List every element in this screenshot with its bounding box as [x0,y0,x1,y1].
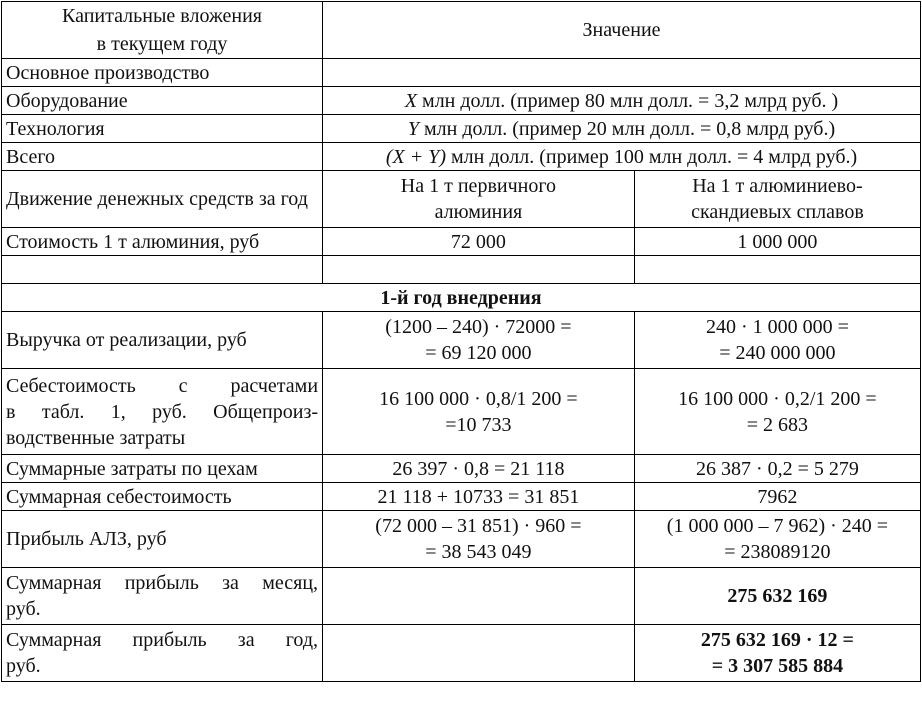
cashflow-col-alloy-line1: На 1 т алюминиево- [692,175,863,197]
formula-line: (1200 – 240) · 72000 = [385,316,572,338]
label-line: руб. [6,598,41,620]
section-title: 1-й год внедрения [2,284,921,312]
value-text: млн долл. (пример 80 млн долл. = 3,2 млрд руб. ) [417,89,839,112]
row-label: Суммарная себестоимость [2,483,323,511]
row-alloy [634,625,920,682]
label-line: Суммарная прибыль за месяц, [6,572,319,594]
cashflow-col-primary-line1: На 1 т первичного [400,175,557,197]
section-title-row [2,284,921,312]
row-label: Всего [2,143,323,171]
empty-cell [2,256,323,284]
cashflow-col-primary [323,171,635,228]
row-value [323,87,921,115]
row-alloy: 7962 [634,483,920,511]
result-line: =10 733 [445,413,512,436]
result-line: = 69 120 000 [425,342,532,364]
row-label: Оборудование [2,87,323,115]
cost-label: Стоимость 1 т алюминия, руб [2,228,323,256]
header-col-investments [2,2,323,59]
row-alloy [634,369,920,455]
value-text: млн долл. (пример 20 млн долл. = 0,8 млрд руб.) [418,117,836,140]
table-row [2,625,921,682]
table-row [2,369,921,455]
empty-cell [323,256,635,284]
variable-x: X [404,89,418,112]
row-alloy: 26 387 · 0,2 = 5 279 [634,455,920,483]
row-label: Прибыль АЛЗ, руб [2,511,323,568]
header-col-value: Значение [323,2,921,59]
table-row [2,568,921,625]
cashflow-label: Движение денежных средств за год [2,171,323,228]
row-label: Выручка от реализации, руб [2,312,323,369]
formula-line: 275 632 169 · 12 = [700,629,854,651]
row-value [323,115,921,143]
result-line: = 2 683 [746,413,809,436]
row-label [2,568,323,625]
row-primary [323,511,635,568]
header-col-investments-line2: в текущем году [96,33,228,55]
formula-line: 16 100 000 · 0,2/1 200 = [678,387,877,410]
cashflow-col-alloy-line2: скандиевых сплавов [691,201,864,223]
empty-row [2,256,921,284]
table-row [2,87,921,115]
label-line: руб. [6,655,41,677]
row-label: Технология [2,115,323,143]
row-alloy: 275 632 169 [634,568,920,625]
label-line: Себестоимость с расчетами [6,374,319,397]
value-text: млн долл. (пример 100 млн долл. = 4 млрд руб.) [446,145,858,168]
header-col-investments-line1: Капитальные вложения [62,5,262,27]
row-primary [323,625,635,682]
row-label: Основное производство [2,59,323,87]
label-line: в табл. 1, руб. Общепроиз- [6,400,319,423]
cashflow-col-primary-line2: алюминия [434,201,523,223]
row-value-empty [323,59,921,87]
formula-line: 16 100 000 · 0,8/1 200 = [379,387,578,410]
cost-row [2,228,921,256]
label-line: Суммарная прибыль за год, [6,629,319,651]
cost-primary: 72 000 [323,228,635,256]
table-row [2,483,921,511]
row-primary [323,312,635,369]
row-alloy [634,511,920,568]
row-primary [323,369,635,455]
cost-alloy: 1 000 000 [634,228,920,256]
table-row [2,143,921,171]
formula-line: 240 · 1 000 000 = [705,316,849,338]
label-line: водственные затраты [6,426,186,449]
table-row [2,455,921,483]
variable-sum: (X + Y) [385,145,446,168]
result-line: = 240 000 000 [719,342,836,364]
row-primary: 21 118 + 10733 = 31 851 [323,483,635,511]
variable-y: Y [407,117,419,140]
table-row [2,312,921,369]
formula-line: (72 000 – 31 851) · 960 = [375,515,582,537]
empty-cell [634,256,920,284]
result-line: = 38 543 049 [425,541,532,563]
row-label: Суммарные затраты по цехам [2,455,323,483]
formula-line: (1 000 000 – 7 962) · 240 = [666,515,889,537]
table-row [2,115,921,143]
cashflow-header-row [2,171,921,228]
table-header-row [2,2,921,59]
result-line: = 3 307 585 884 [711,655,844,677]
table-row [2,511,921,568]
table-row [2,59,921,87]
row-alloy [634,312,920,369]
row-primary [323,568,635,625]
row-value [323,143,921,171]
row-label [2,625,323,682]
capital-investment-table [1,1,921,682]
row-label [2,369,323,455]
result-line: = 238089120 [724,541,831,563]
row-primary: 26 397 · 0,8 = 21 118 [323,455,635,483]
cashflow-col-alloy [634,171,920,228]
